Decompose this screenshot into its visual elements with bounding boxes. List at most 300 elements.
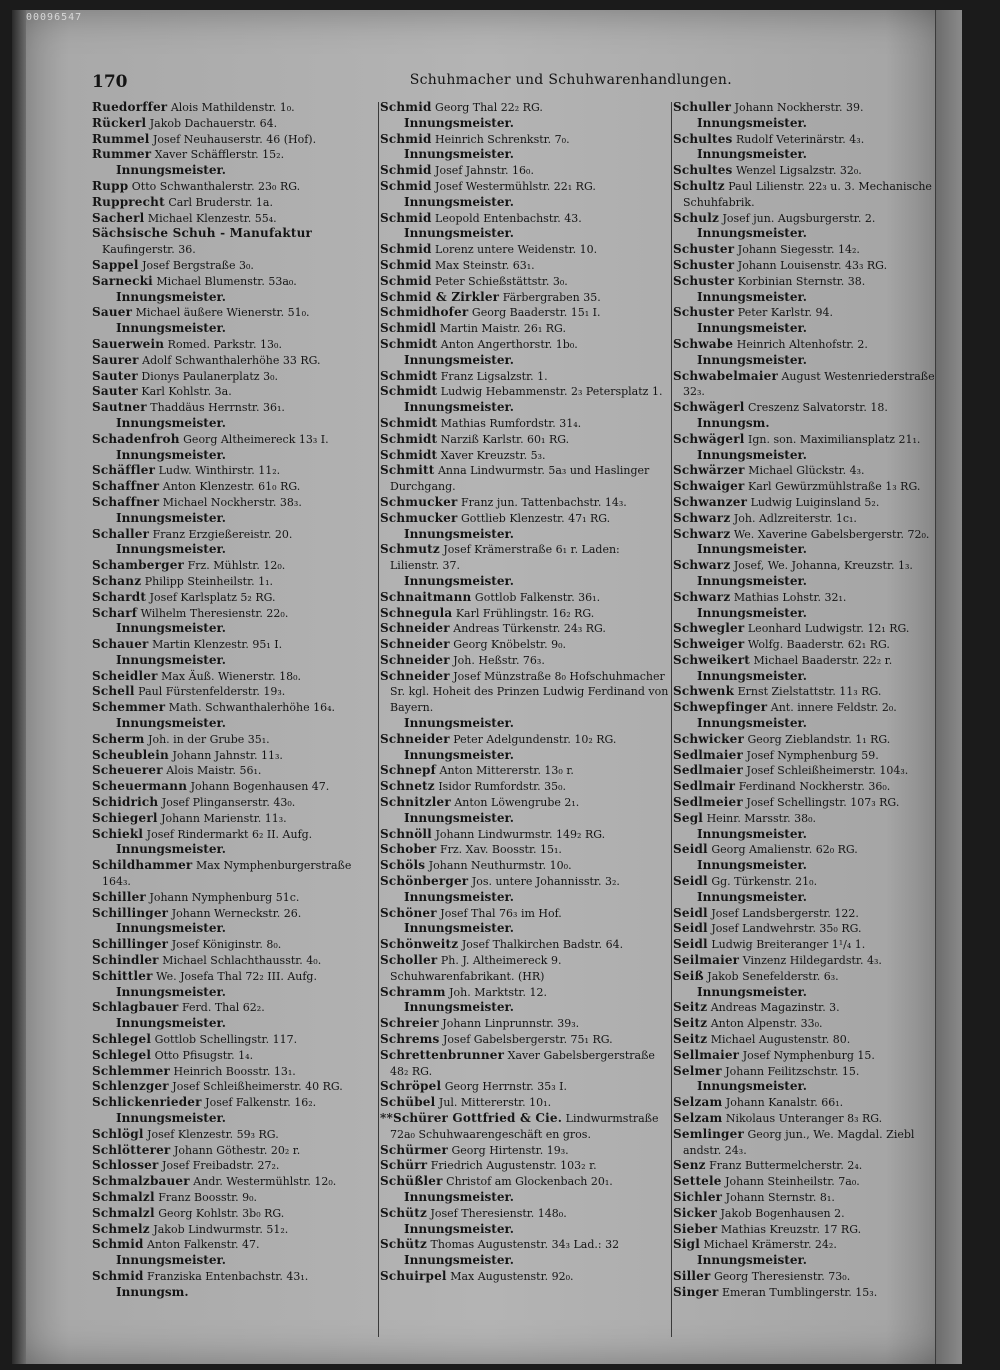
entry-name: Sautner [92,400,147,415]
column-rule [378,102,379,1337]
entry-name: Schütz [380,1237,427,1252]
directory-entry [92,811,377,827]
entry-name: Schwarz [673,510,731,525]
entry-detail: Georg Hirtenstr. 19₃. [451,1143,569,1157]
entry-name: Schell [92,684,135,699]
entry-name: Schadenfroh [92,431,180,446]
entry-detail: Gottlieb Klenzestr. 47₁ RG. [461,511,611,525]
directory-entry [380,795,670,811]
directory-entry [380,732,670,748]
entry-detail: Ernst Zielstattstr. 11₃ RG. [737,685,882,699]
entry-detail: Franz Buttermelcherstr. 2₄. [709,1159,863,1173]
entry-detail: Thaddäus Herrnstr. 36₁. [150,401,285,415]
guild-note: Innungsmeister. [404,716,514,731]
guild-note: Innungsmeister. [404,1253,514,1268]
entry-name: Scharf [92,605,138,620]
directory-entry [92,226,377,258]
entry-detail: Gottlob Falkenstr. 36₁. [474,590,601,604]
entry-name: Schlosser [92,1158,159,1173]
guild-note: Innungsmeister. [697,542,807,557]
directory-entry [673,211,953,227]
guild-note: Innungsmeister. [697,858,807,873]
guild-note: Innungsmeister. [697,605,807,620]
entry-name: Scherm [92,731,145,746]
entry-detail: Karl Gewürzmühlstraße 1₃ RG. [748,480,921,494]
directory-entry [673,242,953,258]
entry-name: Schittler [92,968,153,983]
directory-entry [92,953,377,969]
directory-entry [92,890,377,906]
directory-entry [380,1206,670,1222]
directory-entry [673,590,953,606]
entry-detail: Josef Schleißheimerstr. 40 RG. [172,1080,343,1094]
entry-detail: Josef Thalkirchen Badstr. 64. [461,938,624,952]
entry-detail: Georg Theresienstr. 73₀. [714,1269,851,1283]
entry-detail: Georg Amalienstr. 62₀ RG. [711,843,858,857]
directory-entry [380,1237,670,1253]
guild-note: Innungsmeister. [404,526,514,541]
entry-name: Schmid [380,242,432,257]
entry-name: Schrems [380,1032,440,1047]
entry-name: Schulz [673,210,719,225]
entry-detail: Johann Sternstr. 8₁. [725,1190,835,1204]
entry-name: Rückerl [92,115,147,130]
entry-name: Schuster [673,273,735,288]
guild-note: Innungsmeister. [116,1111,226,1125]
directory-entry [92,1127,377,1143]
guild-note: Innungsmeister. [404,400,514,415]
entry-detail: Heinrich Boosstr. 13₁. [173,1064,296,1078]
entry-detail: Friedrich Augustenstr. 103₂ r. [430,1159,597,1173]
entry-name: Sichler [673,1189,723,1204]
column-1 [92,100,377,1340]
entry-detail: Franz Boosstr. 9₀. [158,1190,258,1204]
directory-entry [673,132,953,148]
entry-detail: Michael äußere Wienerstr. 51₀. [135,306,310,320]
entry-name: Schemmer [92,700,166,715]
entry-name: Schuster [673,305,735,320]
entry-name: Schwabe [673,336,734,351]
entry-detail: Ferdinand Nockherstr. 36₀. [738,780,891,794]
guild-note: Innungsmeister. [697,573,807,588]
entry-detail: Josef Bergstraße 3₀. [142,258,254,272]
entry-name: Rupp [92,178,129,193]
entry-detail: Anton Löwengrube 2₁. [454,796,580,810]
directory-entry [673,305,953,321]
entry-name: Rupprecht [92,194,165,209]
directory-entry [380,211,670,227]
entry-name: Schnepf [380,763,437,778]
entry-detail: Jos. untere Johannisstr. 3₂. [471,875,620,889]
entry-name: Schmid & Zirkler [380,289,500,304]
guild-note: Innungsmeister. [697,321,807,336]
entry-detail: Anton Alpenstr. 33₀. [710,1017,823,1031]
entry-detail: Josef Thal 76₃ im Hof. [440,906,562,920]
entry-detail: Josef Theresienstr. 148₀. [430,1206,567,1220]
entry-name: Schweiger [673,637,745,652]
entry-detail: Michael Glückstr. 4₃. [748,464,865,478]
directory-entry [673,432,953,448]
directory-entry [380,763,670,779]
book-gutter [12,10,26,1364]
directory-entry [380,653,670,669]
entry-name: Schwarz [673,589,731,604]
entry-name: Settele [673,1174,722,1189]
entry-name: Rummer [92,147,152,162]
entry-name: **Schürer Gottfried & Cie. [380,1111,563,1125]
entry-detail: Josef Schleißheimerstr. 104₃. [746,764,909,778]
entry-name: Schildhammer [92,858,193,873]
guild-note: Innungsmeister. [116,1016,226,1031]
directory-entry [92,1158,377,1174]
directory-entry [673,1095,953,1111]
entry-detail: Peter Karlstr. 94. [737,306,834,320]
entry-name: Scheidler [92,668,158,683]
entry-name: Sauter [92,368,138,383]
entry-detail: Adolf Schwanthalerhöhe 33 RG. [142,353,321,367]
entry-name: Seidl [673,842,708,857]
guild-note: Innungsm. [697,415,770,430]
running-head: Schuhmacher und Schuhwarenhandlungen. [409,72,732,88]
directory-entry [92,606,377,622]
entry-detail: Andreas Magazinstr. 3. [710,1001,840,1015]
guild-note: Innungsmeister. [697,1079,807,1094]
directory-entry [92,369,377,385]
entry-detail: Xaver Gabelsbergerstraße 48₂ RG. [390,1048,655,1078]
guild-note: Innungsmeister. [697,115,807,130]
entry-detail: Isidor Rumfordstr. 35₀. [438,780,567,794]
guild-note: Innungsmeister. [697,889,807,904]
guild-note: Innungsmeister. [404,747,514,762]
guild-note: Innungsmeister. [116,289,226,304]
entry-name: Schlegel [92,1047,152,1062]
entry-detail: Mathias Rumfordstr. 31₄. [440,416,582,430]
entry-name: Schmid [380,273,432,288]
guild-note: Innungsmeister. [404,1000,514,1015]
guild-note: Innungsmeister. [404,921,514,936]
entry-detail: Andr. Westermühlstr. 12₀. [193,1175,337,1189]
entry-detail: Xaver Kreuzstr. 5₃. [440,448,546,462]
directory-entry [380,495,670,511]
entry-detail: Joh. Marktstr. 12. [449,985,547,999]
entry-detail: Georg Herrnstr. 35₃ I. [444,1080,567,1094]
directory-entry [673,732,953,748]
directory-entry [92,179,377,195]
directory-entry [380,906,670,922]
entry-name: Schanz [92,573,142,588]
directory-entry [673,653,953,669]
entry-name: Schiekl [92,826,144,841]
directory-entry [673,511,953,527]
entry-detail: Georg Altheimereck 13₃ I. [183,432,329,446]
directory-entry [673,811,953,827]
directory-entry [380,163,670,179]
directory-entry [92,100,377,116]
entry-detail: Rudolf Veterinärstr. 4₃. [736,132,865,146]
entry-name: Schlemmer [92,1063,171,1078]
entry-detail: Carl Bruderstr. 1a. [168,195,273,209]
entry-name: Segl [673,810,704,825]
directory-entry [673,874,953,890]
guild-note: Innungsmeister. [116,321,226,336]
entry-name: Schwegler [673,621,745,636]
entry-detail: Leopold Entenbachstr. 43. [435,211,582,225]
directory-entry [92,274,377,290]
directory-entry [92,937,377,953]
directory-entry [673,1016,953,1032]
directory-entry [673,637,953,653]
directory-entry [92,195,377,211]
entry-name: Schwarz [673,558,731,573]
directory-entry [673,953,953,969]
entry-detail: Josef Landsbergerstr. 122. [711,906,859,920]
directory-entry [92,1048,377,1064]
guild-note: Innungsmeister. [116,842,226,857]
directory-entry [673,1158,953,1174]
entry-name: Schnetz [380,779,435,794]
directory-entry [380,590,670,606]
entry-name: Rummel [92,131,150,146]
entry-detail: Max Augustenstr. 92₀. [450,1269,574,1283]
entry-name: Schmalzl [92,1205,155,1220]
entry-name: Sedlmeier [673,795,743,810]
entry-detail: Josef, We. Johanna, Kreuzstr. 1₃. [733,559,913,573]
entry-detail: Georg Baaderstr. 15₁ I. [471,306,601,320]
guild-note: Innungsmeister. [116,652,226,667]
directory-entry [380,1143,670,1159]
entry-name: Schlötterer [92,1142,171,1157]
directory-entry [380,669,670,716]
entry-detail: Thomas Augustenstr. 34₃ Lad.: 32 [430,1238,620,1252]
entry-name: Schönberger [380,874,469,889]
entry-name: Seidl [673,905,708,920]
entry-detail: Narziß Karlstr. 60₁ RG. [440,432,570,446]
entry-detail: Ant. innere Feldstr. 2₀. [770,701,897,715]
entry-detail: Joh. Heßstr. 76₃. [453,653,545,667]
entry-detail: Josef Gabelsbergerstr. 75₁ RG. [443,1033,613,1047]
entry-name: Ruedorffer [92,100,168,114]
column-2 [380,100,670,1340]
directory-entry [673,1064,953,1080]
directory-entry [380,542,670,574]
directory-entry [92,732,377,748]
directory-entry [673,1174,953,1190]
directory-entry [380,463,670,495]
entry-name: Schürr [380,1158,428,1173]
directory-entry [673,100,953,116]
entry-name: Singer [673,1284,719,1299]
entry-name: Schultes [673,163,733,178]
entry-detail: Nikolaus Unteranger 8₃ RG. [725,1112,883,1125]
column-3 [673,100,953,1340]
guild-note: Innungsmeister. [116,163,226,178]
entry-name: Schnöll [380,826,432,841]
directory-entry [673,369,953,401]
entry-name: Schrettenbrunner [380,1047,505,1062]
entry-name: Sigl [673,1237,700,1252]
directory-entry [92,1095,377,1111]
directory-entry [380,1158,670,1174]
guild-note: Innungsmeister. [697,289,807,304]
directory-entry [380,132,670,148]
guild-note: Innungsmeister. [404,810,514,825]
directory-entry [92,432,377,448]
entry-name: Schaffner [92,479,160,494]
directory-entry [673,842,953,858]
entry-detail: Ludw. Winthirstr. 11₂. [158,464,281,478]
directory-entry [92,1206,377,1222]
guild-note: Innungsmeister. [404,115,514,130]
entry-name: Seidl [673,937,708,952]
directory-entry [673,795,953,811]
directory-entry [92,1143,377,1159]
entry-name: Sauerwein [92,336,165,351]
directory-entry [92,384,377,400]
entry-detail: Joh. Adlzreiterstr. 1c₁. [733,511,857,525]
entry-name: Schwenk [673,684,735,699]
directory-entry [380,1174,670,1190]
entry-name: Schmid [380,257,432,272]
entry-detail: Georg Thal 22₂ RG. [435,101,543,114]
entry-detail: Paul Fürstenfelderstr. 19₃. [138,685,286,699]
entry-name: Schidrich [92,795,159,810]
entry-detail: Otto Schwanthalerstr. 23₀ RG. [131,179,301,193]
entry-detail: Färbergraben 35. [502,290,601,304]
guild-note: Innungsm. [116,1284,189,1299]
directory-entry [92,574,377,590]
entry-detail: Alois Maistr. 56₁. [166,764,262,778]
page-number: 170 [92,72,128,92]
entry-detail: Romed. Parkstr. 13₀. [167,337,282,351]
entry-name: Sappel [92,257,139,272]
entry-detail: August Westenriederstraße 32₃. [683,369,935,399]
entry-detail: Michael Schlachthausstr. 4₀. [162,954,322,968]
entry-name: Schöls [380,858,426,873]
entry-name: Schillinger [92,937,169,952]
entry-detail: Johann Bogenhausen 47. [190,780,330,794]
entry-detail: Math. Schwanthalerhöhe 16₄. [168,701,336,715]
entry-name: Schmidt [380,431,438,446]
directory-entry [380,337,670,353]
entry-detail: Emeran Tumblingerstr. 15₃. [722,1285,878,1299]
entry-detail: Lorenz untere Weidenstr. 10. [435,243,598,257]
entry-detail: Joh. in der Grube 35₁. [148,732,270,746]
entry-detail: Josef Freibadstr. 27₂. [162,1159,280,1173]
entry-name: Schmidt [380,415,438,430]
entry-name: Schübel [380,1095,436,1110]
directory-entry [380,258,670,274]
entry-name: Schmid [380,100,432,114]
entry-name: Seitz [673,1032,708,1047]
guild-note: Innungsmeister. [697,826,807,841]
entry-detail: Josef jun. Augsburgerstr. 2. [722,211,876,225]
entry-detail: Johann Nymphenburg 51c. [149,890,300,904]
directory-entry [92,211,377,227]
guild-note: Innungsmeister. [404,573,514,588]
guild-note: Innungsmeister. [116,542,226,557]
guild-note: Innungsmeister. [116,716,226,731]
entry-detail: Josef Königinstr. 8₀. [171,938,282,952]
guild-note: Innungsmeister. [404,1221,514,1236]
entry-detail: Josef Krämerstraße 6₁ r. Laden: Lilienstr. 37. [390,543,620,573]
directory-entry [92,1032,377,1048]
guild-note: Innungsmeister. [116,621,226,636]
entry-name: Seitz [673,1016,708,1031]
directory-entry [92,1222,377,1238]
directory-entry [380,100,670,116]
entry-name: Semlinger [673,1126,744,1141]
entry-detail: Anton Mittererstr. 13₀ r. [439,764,574,778]
entry-name: Senz [673,1158,706,1173]
directory-entry [92,116,377,132]
entry-detail: Georg Knöbelstr. 9₀. [453,638,566,652]
entry-detail: Michael Blumenstr. 53a₀. [156,274,297,288]
directory-entry [92,132,377,148]
entry-detail: Xaver Schäfflerstr. 15₂. [154,148,285,162]
entry-name: Schreier [380,1016,439,1031]
entry-name: Scheuerer [92,763,163,778]
entry-detail: Josef Falkenstr. 16₂. [205,1096,317,1110]
entry-name: Schmidhofer [380,305,469,320]
entry-detail: Ign. son. Maximiliansplatz 21₁. [748,432,921,446]
guild-note: Innungsmeister. [404,1189,514,1204]
directory-entry [380,1111,670,1143]
entry-detail: Johann Linprunnstr. 39₃. [442,1017,580,1031]
entry-detail: Andreas Türkenstr. 24₃ RG. [453,622,606,636]
entry-name: Schmid [92,1237,144,1252]
entry-name: Schwanzer [673,494,748,509]
directory-entry [380,842,670,858]
directory-entry [673,1285,953,1301]
directory-entry [92,147,377,163]
entry-detail: Jakob Lindwurmstr. 51₂. [153,1222,289,1236]
directory-entry [92,763,377,779]
directory-entry [673,479,953,495]
directory-entry [673,337,953,353]
entry-detail: Ludwig Luiginsland 5₂. [750,495,880,509]
guild-note: Innungsmeister. [697,1253,807,1268]
directory-entry [92,684,377,700]
entry-detail: Dionys Paulanerplatz 3₀. [141,369,278,383]
entry-name: Schwepfinger [673,700,768,715]
entry-name: Schwabelmaier [673,368,778,383]
entry-detail: Michael Augustenstr. 80. [710,1033,851,1047]
directory-entry [673,527,953,543]
entry-detail: Josef Karlsplatz 5₂ RG. [149,590,276,604]
entry-detail: Michael Krämerstr. 24₂. [703,1238,837,1252]
entry-name: Schütz [380,1205,427,1220]
entry-detail: Georg Zieblandstr. 1₁ RG. [747,732,891,746]
entry-detail: Lindwurmstraße 72a₀ Schuhwaarengeschäft en gros. [390,1112,659,1141]
entry-detail: Philipp Steinheilstr. 1₁. [144,574,274,588]
guild-note: Innungsmeister. [404,194,514,209]
entry-detail: Paul Lilienstr. 22₃ u. 3. Mechanische Schuhfabrik. [683,179,932,209]
directory-entry [673,1237,953,1253]
guild-note: Innungsmeister. [116,984,226,999]
entry-name: Siller [673,1268,711,1283]
entry-name: Scheublein [92,747,169,762]
directory-entry [92,1174,377,1190]
directory-entry [380,621,670,637]
directory-entry [92,669,377,685]
directory-entry [380,179,670,195]
entry-name: Schlagbauer [92,1000,179,1015]
entry-detail: Georg jun., We. Magdal. Ziebl andstr. 24₃. [683,1127,915,1157]
entry-detail: Leonhard Ludwigstr. 12₁ RG. [747,622,910,636]
entry-name: Schwaiger [673,479,745,494]
directory-entry [380,305,670,321]
entry-detail: Ferd. Thal 62₂. [181,1001,265,1015]
